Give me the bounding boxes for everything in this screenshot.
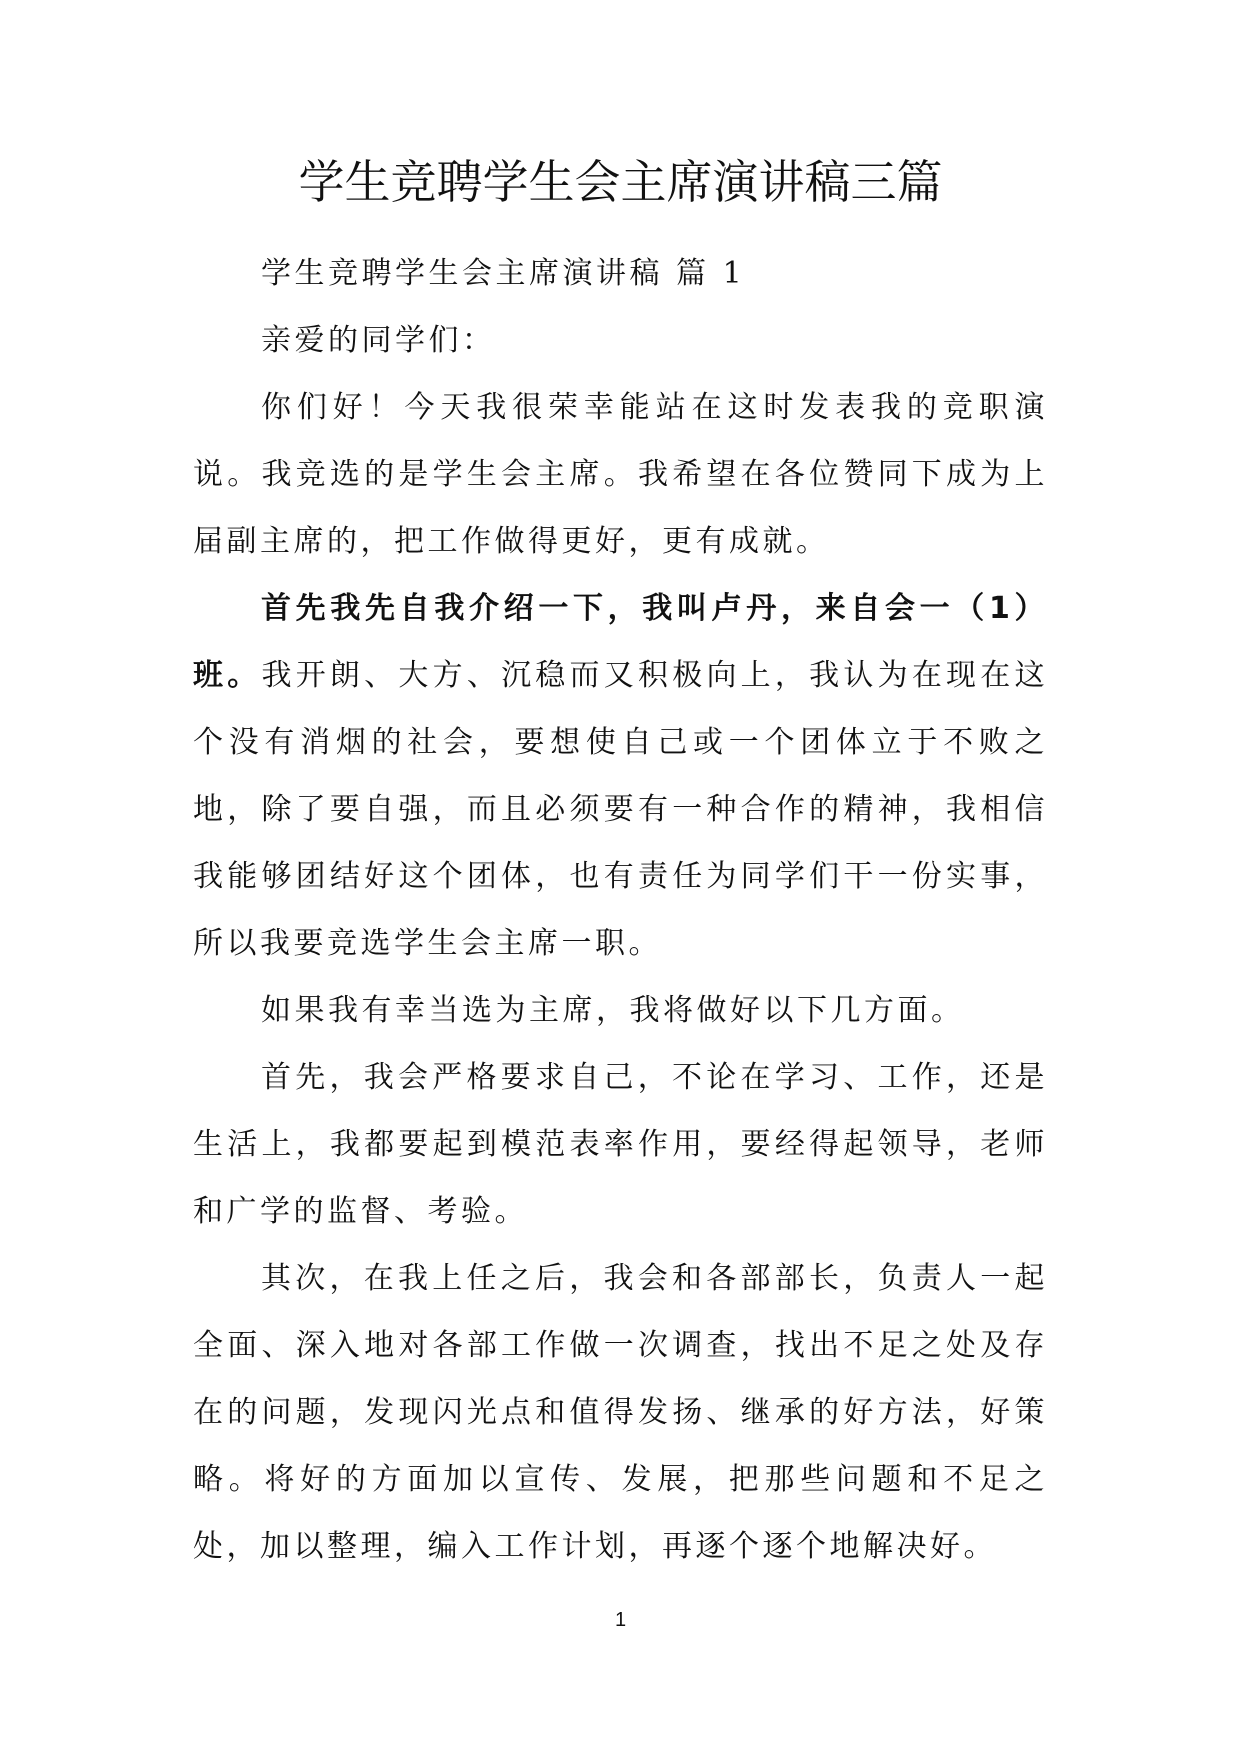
paragraph-3 [193, 977, 1048, 1044]
paragraph-3-text: 如果我有幸当选为主席，我将做好以下几方面。 [261, 993, 965, 1028]
section-subheading: 学生竞聘学生会主席演讲稿 篇 1 [261, 256, 746, 291]
document-title: 学生竞聘学生会主席演讲稿三篇 [298, 155, 943, 209]
greeting: 亲爱的同学们： [261, 323, 496, 358]
paragraph-2-bold: 首先我先自我介绍一下，我叫卢丹，来自会一（1）班。 [193, 591, 1048, 693]
paragraph-5-text: 其次，在我上任之后，我会和各部部长，负责人一起全面、深入地对各部工作做一次调查，找出不足之处及存在的问题，发现闪光点和值得发扬、继承的好方法，好策略。将好的方面加以宣传、发展，把那些问题和不足之处，加以整理，编入工作计划，再逐个逐个地解决好。 [193, 1261, 1048, 1564]
paragraph-4-text: 首先，我会严格要求自己，不论在学习、工作，还是生活上，我都要起到模范表率作用，要经得起领导，老师和广学的监督、考验。 [193, 1060, 1048, 1229]
paragraph-1-text: 你们好！今天我很荣幸能站在这时发表我的竞职演说。我竞选的是学生会主席。我希望在各位赞同下成为上届副主席的，把工作做得更好，更有成就。 [193, 390, 1048, 559]
paragraph-4 [193, 1044, 1048, 1245]
document-body [193, 240, 1048, 1580]
paragraph-5 [193, 1245, 1048, 1580]
paragraph-1 [193, 374, 1048, 575]
paragraph-2-text: 我开朗、大方、沉稳而又积极向上，我认为在现在这个没有消烟的社会，要想使自己或一个团体立于不败之地，除了要自强，而且必须要有一种合作的精神，我相信我能够团结好这个团体，也有责任为同学们干一份实事，所以我要竞选学生会主席一职。 [193, 658, 1049, 961]
page-number: 1 [614, 1609, 627, 1631]
paragraph-2 [193, 575, 1048, 977]
